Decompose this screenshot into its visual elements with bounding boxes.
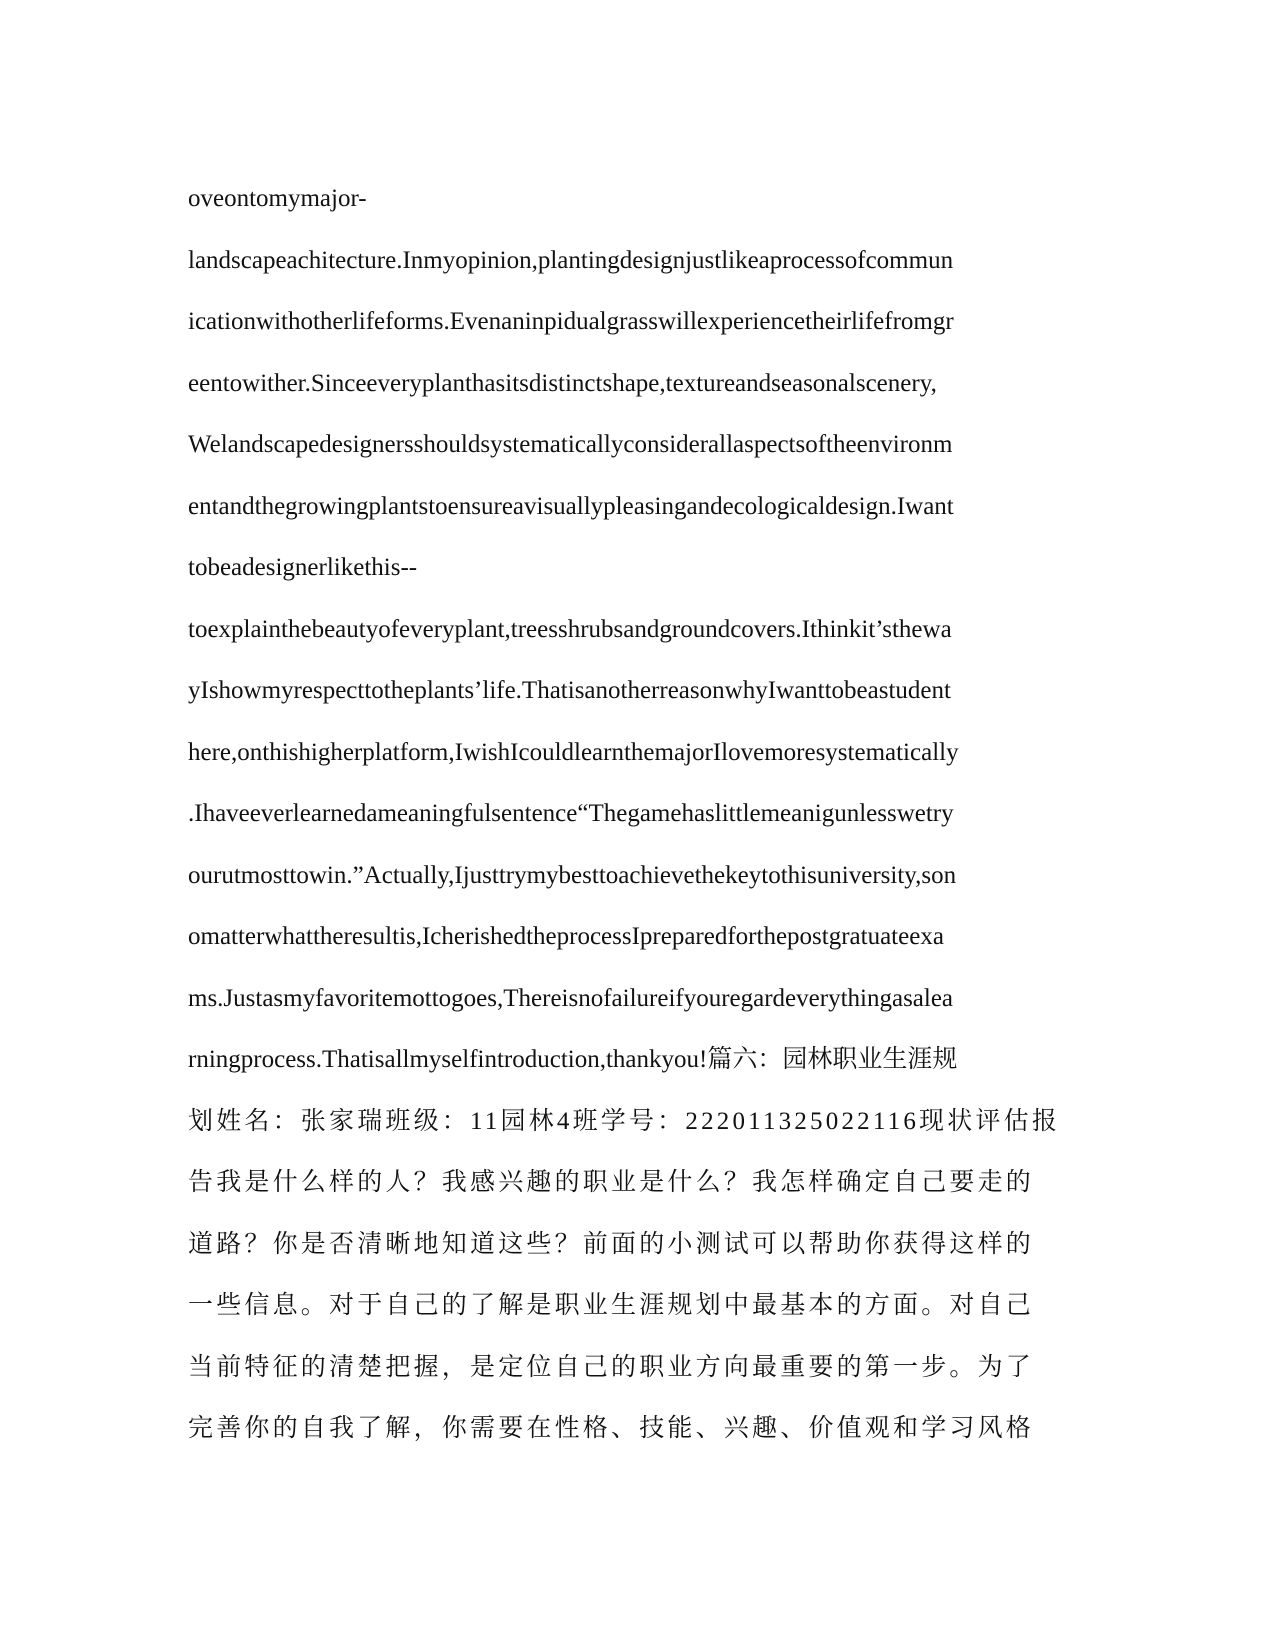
text-line: rningprocess.Thatisallmyselfintroduction,thankyou!篇六：园林职业生涯规 xyxy=(188,1046,958,1073)
text-line: toexplainthebeautyofeveryplant,treesshrubsandgroundcovers.Ithinkit’sthewa xyxy=(188,615,952,643)
text-line: 道路？你是否清晰地知道这些？前面的小测试可以帮助你获得这样的 xyxy=(188,1230,1035,1258)
text-line: 告我是什么样的人？我感兴趣的职业是什么？我怎样确定自己要走的 xyxy=(188,1169,1035,1196)
text-line: eentowither.Sinceeveryplanthasitsdistinctshape,textureandseasonalscenery, xyxy=(188,369,937,397)
text-line: icationwithotherlifeforms.Evenaninpidualgrasswillexperiencetheirlifefromgr xyxy=(188,308,954,335)
text-line: entandthegrowingplantstoensureavisuallypleasingandecologicaldesign.Iwant xyxy=(188,492,954,520)
text-line: here,onthishigherplatform,IwishIcouldlearnthemajorIlovemoresystematically xyxy=(188,738,959,766)
text-line: yIshowmyrespecttotheplants’life.ThatisanotherreasonwhyIwanttobeastudent xyxy=(188,677,951,704)
text-line: 一些信息。对于自己的了解是职业生涯规划中最基本的方面。对自己 xyxy=(188,1292,1035,1319)
text-line: Welandscapedesignersshouldsystematicallyconsiderallaspectsoftheenvironm xyxy=(188,431,953,458)
text-line: tobeadesignerlikethis-- xyxy=(188,554,418,581)
text-line: 划姓名：张家瑞班级：11园林4班学号：222011325022116现状评估报 xyxy=(188,1107,1061,1135)
text-line: omatterwhattheresultis,IcherishedtheprocessIpreparedforthepostgratuateexa xyxy=(188,923,944,950)
text-line: oveontomymajor- xyxy=(188,185,367,212)
body-text xyxy=(188,168,1088,1460)
text-line: 当前特征的清楚把握，是定位自己的职业方向最重要的第一步。为了 xyxy=(188,1353,1035,1381)
text-line: .Ihaveeverlearnedameaningfulsentence“Thegamehaslittlemeanigunlesswetry xyxy=(188,800,954,827)
text-line: landscapeachitecture.Inmyopinion,plantingdesignjustlikeaprocessofcommun xyxy=(188,246,954,274)
text-line: ms.Justasmyfavoritemottogoes,Thereisnofailureifyouregardeverythingasalea xyxy=(188,984,954,1012)
text-line: 完善你的自我了解，你需要在性格、技能、兴趣、价值观和学习风格 xyxy=(188,1415,1035,1442)
text-line: ourutmosttowin.”Actually,Ijusttrymybesttoachievethekeytothisuniversity,son xyxy=(188,861,957,889)
